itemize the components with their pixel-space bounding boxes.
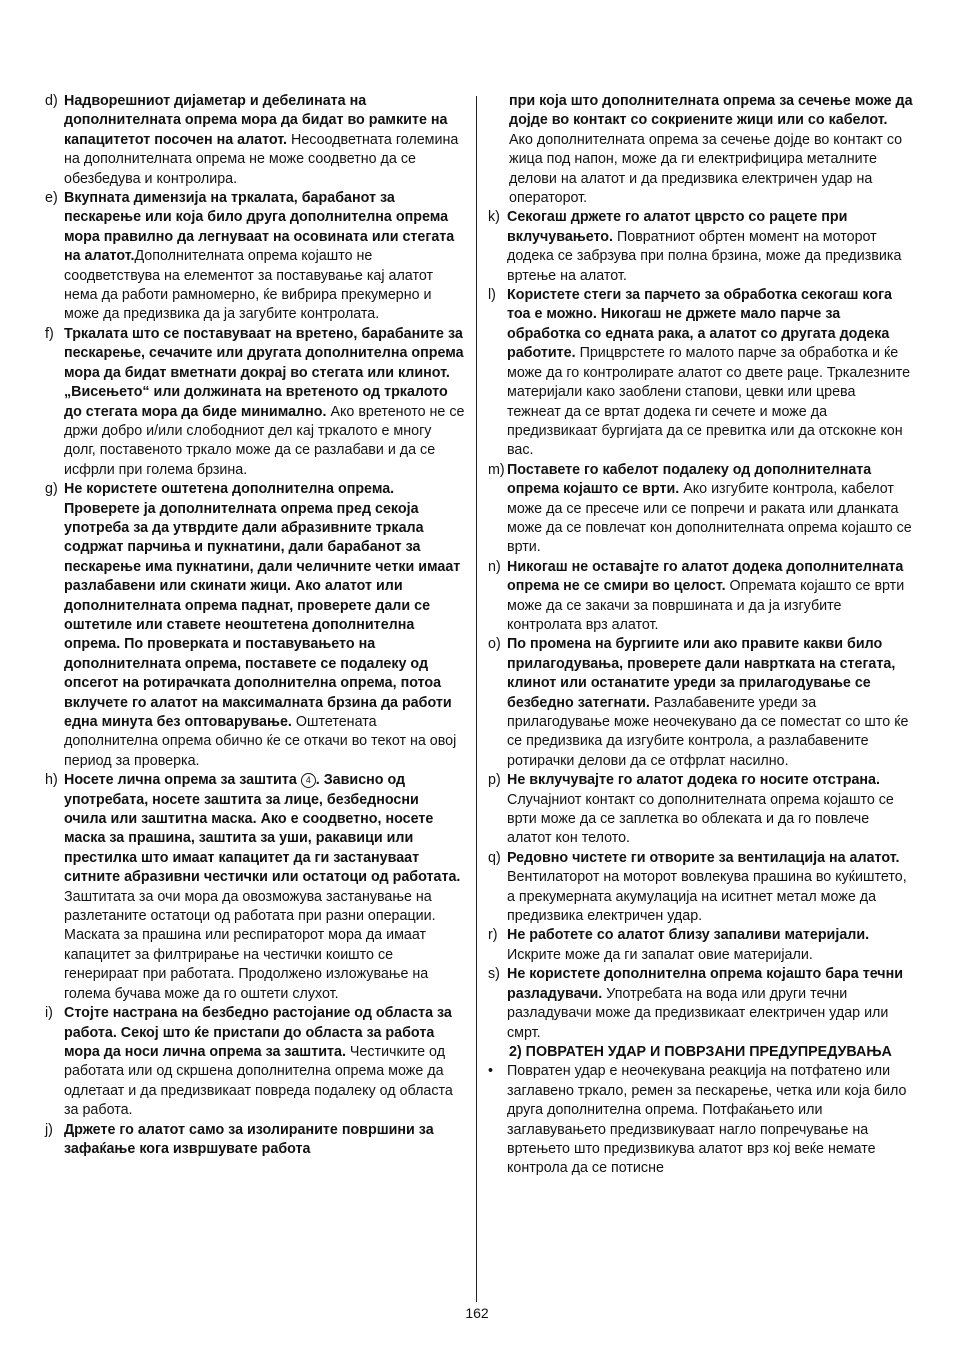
item-bold-text: Никогаш не оставајте го алатот додека дополнителната опрема не се смири во целост. <box>507 558 904 595</box>
list-item-s <box>488 965 913 1043</box>
item-label: d) <box>45 93 58 109</box>
item-text: Несоодветната големина на дополнителната опрема не може соодветно да се обезбедува и контролира. <box>64 131 459 187</box>
list-item-o <box>488 635 913 771</box>
item-text: Ако изгубите контрола, кабелот може да се пресече или се попречи и раката или дланката може да се повлечат кон дополнителната опрема којашто се врти. <box>507 481 912 556</box>
item-label: p) <box>488 772 501 789</box>
item-bold-text: Редовно чистете ги отворите за вентилација на алатот. <box>507 849 900 866</box>
item-bold-text: Вкупната димензија на тркалата, барабанот за пескарење или која било друга дополнителна опрема мора правилно да легнуваат на осовината или стегата на алатот. <box>64 190 455 265</box>
item-label: s) <box>488 966 500 983</box>
list-item-i <box>45 1004 465 1120</box>
item-label: h) <box>45 772 58 789</box>
item-label: q) <box>488 849 501 866</box>
item-bold-text: Носете лична опрема за заштита <box>64 772 301 789</box>
item-bold-text: Не вклучувајте го алатот додека го носите отстрана. <box>507 772 880 789</box>
right-column <box>488 92 913 1179</box>
item-text: Дополнителната опрема којашто не соодветствува на елементот за поставување кај алатот нема да работи рамномерно, ќе вибрира прекумерно и може да предизвика да ја загубите контролата. <box>64 248 434 323</box>
item-label: r) <box>488 927 498 944</box>
item-label: l) <box>488 287 496 304</box>
left-column <box>45 92 465 1159</box>
list-item-d <box>45 92 465 189</box>
bullet-icon: • <box>488 1063 494 1080</box>
list-item-e <box>45 189 465 325</box>
list-item-f <box>45 325 465 480</box>
item-text: Повратниот обртен момент на моторот додека се забрзува при полна брзина, може да предизвика вртење на алатот. <box>507 228 902 284</box>
item-text: Оштетената дополнителна опрема обично ќе се откачи во текот на овој период за проверка. <box>64 714 457 769</box>
item-bold-text: Држете го алатот само за изолираните површини за зафаќање кога извршувате работа <box>64 1121 434 1157</box>
item-label: i) <box>45 1005 53 1022</box>
section-heading: 2) ПОВРАТЕН УДАР И ПОВРЗАНИ ПРЕДУПРЕДУВАЊА <box>509 1043 892 1060</box>
list-item-r <box>488 926 913 965</box>
item-label: n) <box>488 558 501 575</box>
item-label: m) <box>488 461 505 478</box>
item-text: Повратен удар е неочекувана реакција на потфатено или заглавено тркало, ремен за пескарење, четка или која било друга дополнителна опрема. Потфаќањето или заглавувањето предизвикуваат нагло попречување на вртењето што предизвикува алатот врз кој веќе немате контрола да се потисне <box>507 1063 907 1177</box>
item-text: Ако дополнителната опрема за сечење дојде во контакт со жица под напон, може да ги електрифицира металните делови на алатот и да предизвика електричен удар на операторот. <box>509 131 903 207</box>
item-label: j) <box>45 1121 53 1138</box>
item-bold-text-continued: . Зависно од употребата, носете заштита за лице, безбедносни очила или заштитна маска. Ако е соодветно, носете маска за прашина, заштита за уши, ракавици или престилка што имаат капацитет да ги застануваат ситните абразивни честички или остатоци од работата. <box>64 772 461 886</box>
item-text: Прицврстете го малото парче за обработка и ќе може да го контролирате алатот со двете раце. Тркалезните материјали како заоблени стапови, цевки или црева тежнеат да се вртат додека ги сечете и може да предизвикаат бургијата да се превитка или да отскокне кон вас. <box>507 345 911 459</box>
list-item-g <box>45 480 465 771</box>
item-text: Искрите може да ги запалат овие материјали. <box>507 946 813 963</box>
list-item-k <box>488 208 913 286</box>
item-label: k) <box>488 209 500 226</box>
item-bold-text: Не користете дополнителна опрема којашто бара течни разладувачи. <box>507 966 904 1002</box>
item-bold-text: при која што дополнителната опрема за сечење може да дојде во контакт со сокриените жици или со кабелот. <box>509 93 913 129</box>
bullet-item <box>488 1062 913 1178</box>
list-item-q <box>488 849 913 927</box>
list-item-j-continued <box>488 92 913 208</box>
list-item-m <box>488 461 913 558</box>
item-text: Опремата којашто се врти може да се закачи за површината и да ја изгубите контролата врз алатот. <box>507 578 905 633</box>
list-item-l <box>488 286 913 461</box>
item-text: Употребата на вода или други течни разладувачи може да предизвикаат електричен удар или смрт. <box>507 985 889 1041</box>
figure-reference-4: 4 <box>301 773 316 788</box>
item-bold-text: Не работете со алатот близу запаливи материјали. <box>507 927 870 944</box>
item-text: Вентилаторот на моторот вовлекува прашина во куќиштето, а прекумерната акумулација на иситнет метал може да предизвика електричен удар. <box>507 869 907 925</box>
item-label: e) <box>45 190 58 207</box>
item-text: Разлабавените уреди за прилагодување може неочекувано да се поместат со што ќе се предизвика да изгубите контрола, а разлабавените ротирачки делови да се отфрлат насилно. <box>507 694 909 769</box>
item-label: f) <box>45 325 54 342</box>
item-bold-text: Поставете го кабелот подалеку од дополнителната опрема којашто се врти. <box>507 461 872 498</box>
item-bold-text: Не користете оштетена дополнителна опрема. Проверете ја дополнителната опрема пред секоја употреба за да утврдите дали абразивните тркала содржат парчиња и пукнатини, дали барабанот за пескарење има пукнатини, дали челичните четки имаат разлабавени или скинати жици. Ако алатот или дополнителната опрема паднат, проверете дали се оштетиле или ставете неоштетена дополнителна опрема. По проверката и поставувањето на дополнителната опрема, поставете се подалеку од опсегот на ротирачката дополнителна опрема, потоа вклучете го алатот на максималната брзина да работи една минута без оптоварување. <box>64 481 461 730</box>
item-text: Ако вретеното не се држи добро и/или слободниот дел кај тркалото е многу долг, поставеното тркало може да се разлабави и да се исфрли при голема брзина. <box>64 403 465 478</box>
item-text: Честичките од работата или од скршена дополнителна опрема може да одлетаат и да предизвикаат повреда подалеку од областа за работа. <box>64 1043 453 1119</box>
item-bold-text: Користете стеги за парчето за обработка секогаш кога тоа е можно. Никогаш не држете мало парче за обработка со едната рака, а алатот со другата додека работите. <box>507 287 893 362</box>
item-text: Случајниот контакт со дополнителната опрема којашто се врти може да се заплетка во облеката и да го повлече алатот кон телото. <box>507 791 894 847</box>
item-label: g) <box>45 481 58 498</box>
list-item-h <box>45 771 465 1004</box>
item-label: o) <box>488 636 501 653</box>
page-number: 162 <box>465 1305 489 1321</box>
item-bold-text: По промена на бургиите или ако правите какви било прилагодувања, проверете дали навртката на стегата, клинот или останатите уреди за прилагодување се безбедно затегнати. <box>507 636 896 711</box>
item-bold-text: Надворешниот дијаметар и дебелината на дополнителната опрема мора да бидат во рамките на капацитетот посочен на алатот. <box>64 93 448 148</box>
item-bold-text: Стојте настрана на безбедно растојание од областа за работа. Секој што ќе пристапи до областа за работа мора да носи лична опрема за заштита. <box>64 1005 452 1060</box>
list-item-j <box>45 1121 465 1160</box>
item-text: Заштитата за очи мора да овозможува застанување на разлетаните остатоци од работата при разни операции. Маската за прашина или респираторот мора да имаат капацитет за филтрирање на честички коишто се генерираат при работата. Продолжено изложување на голема бучава може да го оштети слухот. <box>64 888 436 1002</box>
list-item-n <box>488 558 913 636</box>
item-bold-text: Секогаш држете го алатот цврсто со рацете при вклучувањето. <box>507 209 848 245</box>
column-divider <box>476 96 477 1302</box>
list-item-p <box>488 771 913 849</box>
item-bold-text: Тркалата што се поставуваат на вретено, барабаните за пескарење, сечачите или другата дополнителна опрема мора да бидат вметнати докрај во стегата или клинот. „Висењето“ или должината на вретеното од тркалото до стегата мора да биде минимално. <box>64 325 464 420</box>
